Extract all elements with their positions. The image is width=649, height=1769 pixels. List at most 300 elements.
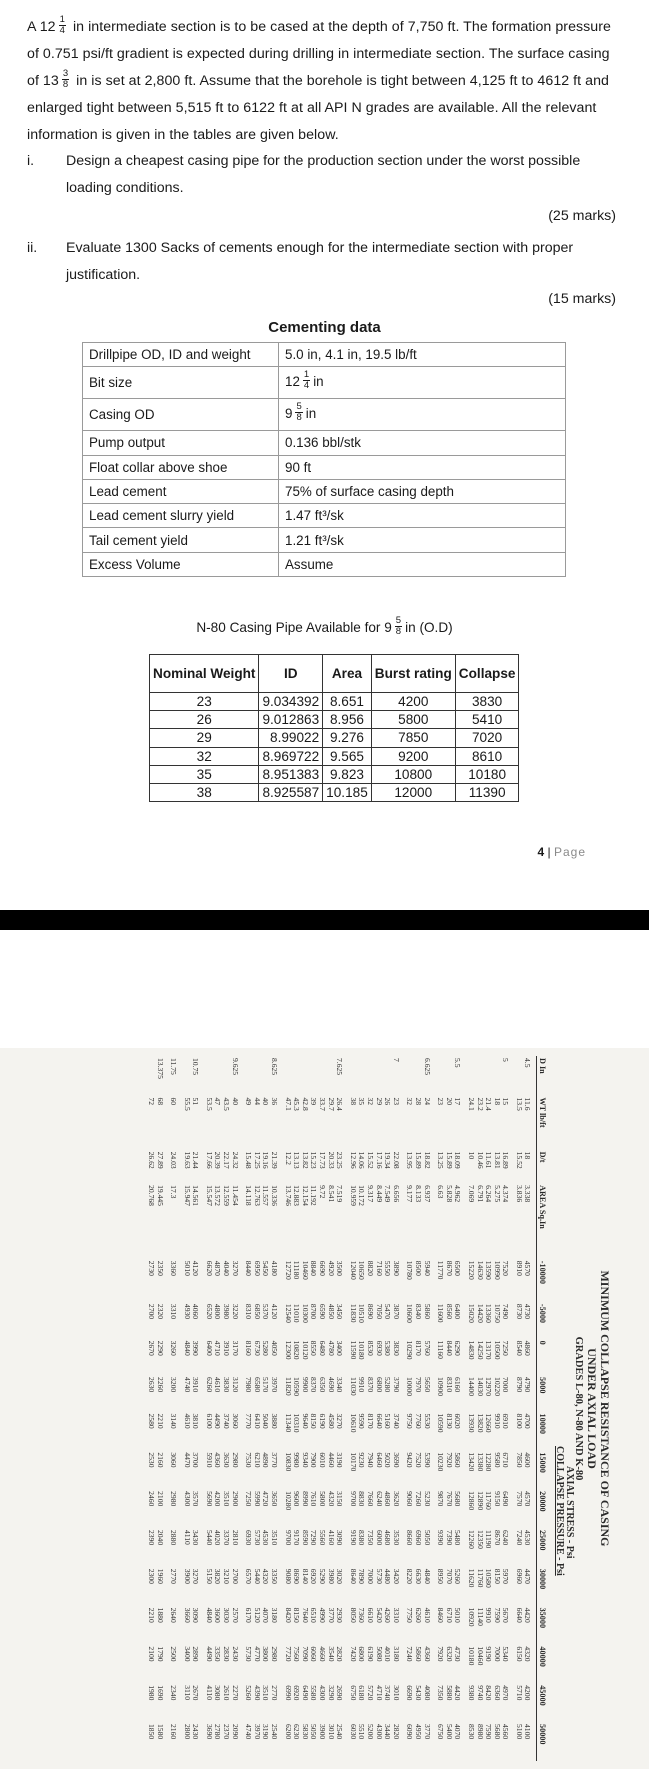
collapse-cell: 26 [383, 1097, 393, 1106]
collapse-cell: 8670 [492, 1529, 502, 1546]
collapse-cell: 7350 [366, 1529, 375, 1546]
collapse-cell: 3740 [383, 1685, 393, 1701]
collapse-cell: 3190 [261, 1724, 271, 1740]
collapse-cell: 9910 [357, 1377, 367, 1393]
collapse-cell: 5860 [453, 1452, 463, 1468]
collapse-cell: 3770 [270, 1452, 280, 1468]
collapse-cell: 4840 [422, 1568, 432, 1584]
collapse-cell: 2530 [146, 1452, 156, 1468]
axial-stress-label: AXIAL STRESS - Psi [564, 1466, 575, 1559]
cementing-row [83, 431, 566, 455]
collapse-cell: 7050 [374, 1303, 384, 1320]
collapse-cell: 3270 [191, 1568, 201, 1584]
collapse-cell: 10920 [466, 1607, 476, 1627]
collapse-cell: 3430 [191, 1529, 201, 1546]
collapse-cell: 8690 [292, 1568, 302, 1584]
collapse-cell: 7530 [244, 1452, 254, 1468]
n80-cell: 23 [150, 693, 259, 711]
collapse-cell: 3260 [169, 1340, 179, 1356]
collapse-cell: 5010 [182, 1260, 192, 1276]
cementing-row [83, 455, 566, 479]
collapse-cell: 4570 [523, 1260, 533, 1276]
collapse-cell: 8700 [309, 1303, 319, 1320]
collapse-od-cell [436, 1056, 445, 1095]
collapse-row [213, 1056, 222, 1761]
cementing-row [83, 479, 566, 503]
collapse-cell: 14.06 [357, 1151, 367, 1169]
collapse-header: D In [537, 1056, 555, 1095]
collapse-cell: 11.454 [230, 1185, 240, 1206]
collapse-od-cell [244, 1056, 253, 1095]
collapse-cell: 10460 [475, 1646, 485, 1666]
collapse-row [155, 1056, 169, 1761]
n80-row [150, 693, 519, 711]
collapse-cell: 17.3 [169, 1185, 179, 1199]
n80-header: Area [323, 655, 372, 693]
collapse-cell: 3420 [391, 1568, 401, 1584]
collapse-cell: 15.89 [413, 1151, 423, 1169]
collapse-cell: 5.828 [444, 1185, 454, 1203]
n80-row [150, 711, 519, 729]
collapse-od-cell: 11.75 [169, 1058, 179, 1075]
collapse-cell: 1690 [155, 1685, 165, 1701]
collapse-cell: 8460 [436, 1607, 446, 1623]
collapse-cell: 7250 [244, 1491, 254, 1507]
collapse-cell: 5170 [261, 1377, 271, 1393]
collapse-cell: 12890 [475, 1491, 485, 1511]
collapse-cell: 4610 [422, 1607, 432, 1623]
collapse-cell: 4390 [252, 1685, 262, 1701]
collapse-cell: 3700 [191, 1452, 201, 1468]
collapse-cell: 3440 [383, 1724, 393, 1740]
collapse-cell: 2800 [182, 1724, 192, 1740]
collapse-cell: 3880 [270, 1413, 280, 1429]
collapse-cell: 11590 [348, 1340, 358, 1360]
collapse-cell: 19.63 [182, 1151, 192, 1169]
collapse-cell: 10610 [348, 1413, 358, 1433]
collapse-cell: 3270 [230, 1260, 240, 1276]
collapse-cell: 6640 [514, 1607, 524, 1623]
collapse-cell: 6350 [318, 1377, 328, 1393]
collapse-cell: 6410 [252, 1413, 262, 1429]
collapse-cell: 6690 [405, 1685, 415, 1701]
collapse-cell: 9080 [283, 1568, 293, 1584]
collapse-cell: 36 [270, 1097, 280, 1106]
collapse-cell: 72 [146, 1097, 156, 1106]
collapse-cell: 2890 [191, 1646, 201, 1662]
collapse-cell: 15220 [466, 1260, 476, 1280]
collapse-header: -10000 [537, 1259, 555, 1302]
collapse-cell: 3.338 [523, 1185, 533, 1203]
collapse-cell: 28 [413, 1097, 423, 1106]
collapse-cell: 2300 [146, 1568, 156, 1584]
collapse-cell: 3020 [335, 1568, 345, 1584]
collapse-cell: 12300 [283, 1340, 293, 1360]
collapse-cell: 7980 [244, 1377, 254, 1393]
collapse-od-cell [222, 1056, 231, 1095]
collapse-cell: 5830 [300, 1724, 310, 1740]
collapse-cell: 7890 [357, 1568, 367, 1584]
collapse-row [413, 1056, 422, 1761]
collapse-cell: 5400 [444, 1724, 454, 1740]
collapse-cell: 6290 [453, 1340, 463, 1356]
collapse-cell: 6000 [374, 1529, 384, 1546]
collapse-cell: 17.66 [204, 1151, 214, 1169]
collapse-od-cell [182, 1056, 191, 1095]
collapse-cell: 7760 [413, 1413, 423, 1429]
collapse-cell: 2670 [191, 1685, 201, 1701]
collapse-cell: 3400 [335, 1340, 345, 1356]
collapse-cell: 2690 [335, 1685, 345, 1701]
collapse-cell: 2430 [230, 1646, 240, 1662]
collapse-cell: 8840 [309, 1260, 319, 1276]
collapse-cell: 4870 [213, 1260, 223, 1276]
collapse-od-cell [466, 1056, 475, 1095]
collapse-cell: 5020 [383, 1452, 393, 1468]
collapse-cell: 13.13 [292, 1151, 302, 1169]
collapse-cell: 8980 [475, 1724, 485, 1740]
collapse-cell: 3060 [230, 1413, 240, 1429]
collapse-cell: 29 [374, 1097, 384, 1106]
collapse-cell: 4710 [213, 1340, 223, 1356]
collapse-cell: 1880 [155, 1607, 165, 1623]
collapse-cell: 12260 [466, 1529, 476, 1549]
collapse-cell: 5450 [261, 1260, 271, 1276]
collapse-cell: 10750 [492, 1303, 502, 1323]
collapse-cell: 1850 [146, 1724, 156, 1740]
collapse-cell: 14.561 [191, 1185, 201, 1206]
collapse-cell: 16.89 [501, 1151, 511, 1169]
cementing-value: 0.136 bbl/stk [279, 431, 566, 455]
collapse-cell: 4470 [182, 1452, 192, 1468]
collapse-cell: 2580 [146, 1413, 156, 1429]
collapse-cell: 6190 [318, 1413, 328, 1429]
collapse-cell: 11600 [436, 1303, 446, 1323]
collapse-od-cell [492, 1056, 501, 1095]
collapse-cell: 12860 [466, 1491, 476, 1511]
collapse-cell: 9340 [300, 1452, 310, 1468]
n80-cell: 8.951383 [259, 765, 323, 783]
collapse-cell: 5290 [318, 1568, 328, 1584]
collapse-cell: 11030 [348, 1377, 358, 1396]
collapse-cell: 3340 [335, 1377, 345, 1393]
collapse-cell: 7590 [484, 1724, 494, 1740]
n80-title: N-80 Casing Pipe Available for 9 $\frac{5}{8}$ in (O.D) [196, 615, 453, 637]
collapse-od-cell [357, 1056, 366, 1095]
collapse-cell: 4740 [244, 1724, 254, 1740]
collapse-cell: 3870 [391, 1303, 401, 1320]
collapse-cell: 8990 [300, 1491, 310, 1507]
n80-row [150, 783, 519, 801]
collapse-row [252, 1056, 261, 1761]
collapse-cell: 4610 [182, 1413, 192, 1429]
collapse-cell: 9060 [405, 1491, 415, 1507]
collapse-row [300, 1056, 309, 1761]
collapse-cell: 68 [155, 1097, 165, 1106]
collapse-cell: 5800 [318, 1491, 328, 1507]
collapse-cell: 14630 [475, 1260, 485, 1280]
collapse-cell: 4480 [383, 1568, 393, 1584]
n80-cell: 35 [150, 765, 259, 783]
collapse-cell: 4360 [422, 1646, 432, 1662]
collapse-cell: 7590 [492, 1607, 502, 1623]
collapse-cell: 9230 [357, 1452, 367, 1468]
collapse-cell: 10120 [300, 1340, 310, 1360]
collapse-cell: 4460 [326, 1452, 336, 1468]
collapse-od-cell: 10.75 [191, 1058, 201, 1076]
collapse-cell: 4580 [326, 1413, 336, 1429]
collapse-cell: 4530 [523, 1529, 533, 1546]
collapse-cell: 12280 [484, 1452, 494, 1472]
collapse-cell: 5370 [261, 1303, 271, 1320]
collapse-od-cell [213, 1056, 222, 1095]
collapse-cell: 3810 [191, 1413, 201, 1429]
collapse-cell: 5560 [318, 1529, 328, 1546]
collapse-cell: 2770 [270, 1685, 280, 1701]
collapse-row [146, 1056, 155, 1761]
collapse-cell: 4120 [270, 1303, 280, 1320]
collapse-cell: 3620 [391, 1491, 401, 1507]
collapse-cell: 4120 [191, 1260, 201, 1276]
collapse-cell: 2260 [155, 1377, 165, 1393]
collapse-cell: 26.4 [335, 1097, 345, 1111]
collapse-cell: 4950 [413, 1724, 423, 1740]
collapse-row [484, 1056, 493, 1761]
collapse-cell: 3600 [213, 1607, 223, 1623]
collapse-cell: 9700 [348, 1491, 358, 1507]
collapse-cell: 20.768 [146, 1185, 156, 1206]
collapse-cell: 7920 [444, 1452, 454, 1468]
collapse-cell: 5860 [413, 1646, 423, 1662]
cementing-value: Assume [279, 552, 566, 576]
collapse-cell: 2100 [155, 1491, 165, 1507]
collapse-cell: 5720 [366, 1685, 375, 1701]
collapse-cell: 4840 [182, 1340, 192, 1356]
collapse-cell: 12350 [475, 1529, 485, 1549]
collapse-cell: 4110 [182, 1529, 192, 1545]
collapse-row [244, 1056, 253, 1761]
collapse-row [391, 1056, 405, 1761]
collapse-cell: 4780 [326, 1340, 336, 1356]
collapse-cell: 8440 [444, 1340, 454, 1356]
collapse-cell: 8660 [405, 1529, 415, 1546]
collapse-cell: 10300 [300, 1303, 310, 1323]
collapse-cell: 7240 [514, 1529, 524, 1546]
rotated-collapse-table [29, 1056, 611, 1761]
collapse-od-cell [484, 1056, 493, 1095]
collapse-cell: 4690 [326, 1377, 336, 1393]
collapse-cell: 6500 [453, 1260, 463, 1276]
collapse-cell: 10600 [405, 1303, 415, 1323]
collapse-cell: 4040 [222, 1260, 232, 1276]
collapse-cell: 6240 [374, 1491, 384, 1507]
collapse-cell: 5050 [422, 1529, 432, 1546]
collapse-cell: 47 [213, 1097, 223, 1106]
collapse-cell: 22.08 [391, 1151, 401, 1169]
collapse-cell: 9910 [492, 1413, 502, 1429]
collapse-cell: 11820 [283, 1377, 293, 1396]
cementing-value: 1.21 ft³/sk [279, 528, 566, 552]
collapse-cell: 13.95 [405, 1151, 415, 1169]
collapse-cell: 9640 [300, 1413, 310, 1429]
collapse-cell: 6200 [283, 1724, 293, 1740]
collapse-pressure-label: COLLAPSE PRESSURE - Psi [554, 1446, 565, 1576]
collapse-cell: 6930 [374, 1340, 384, 1356]
cementing-label: Tail cement yield [83, 528, 279, 552]
collapse-cell: 5200 [366, 1724, 375, 1740]
problem-intro: A 12 $\frac{1}{4}$ in intermediate section is to be cased at the depth of 7,750 ft. The formation pressure of 0.751 psi/ft gradient is expected during drilling in intermediate section. The surface casing of 13 $\frac{3}{8}$ in is set at 2,800 ft. Assume that the borehole is tight between 4,125 ft to 4612 ft and enlarged tight between 5,515 ft to 6122 ft at all API N grades are available. All the relevant information is given in the tables are given below. [27, 13, 611, 143]
collapse-cell: 7350 [436, 1685, 446, 1701]
collapse-cell: 10000 [405, 1377, 415, 1397]
collapse-cell: 9980 [292, 1452, 302, 1468]
collapse-cell: 6150 [514, 1646, 524, 1662]
collapse-cell: 6.937 [422, 1185, 432, 1203]
collapse-cell: 4890 [261, 1452, 271, 1468]
fraction: $\frac{1}{4}$ [59, 13, 65, 36]
collapse-cell: 8790 [514, 1377, 524, 1393]
collapse-cell: 10180 [357, 1340, 367, 1360]
collapse-cell: 8420 [283, 1607, 293, 1623]
collapse-cell: 9190 [484, 1646, 494, 1662]
collapse-cell: 5100 [514, 1724, 524, 1740]
collapse-cell: 2540 [270, 1724, 280, 1740]
collapse-cell: 13.746 [283, 1185, 293, 1206]
collapse-cell: 15020 [466, 1303, 476, 1323]
collapse-row [348, 1056, 357, 1761]
collapse-cell: 5480 [453, 1529, 463, 1546]
collapse-cell: 3650 [270, 1491, 280, 1507]
collapse-cell: 3790 [391, 1377, 401, 1393]
collapse-cell: 7670 [444, 1491, 454, 1507]
n80-header: ID [259, 655, 323, 693]
collapse-cell: 3510 [270, 1529, 280, 1546]
collapse-header: 15000 [537, 1450, 555, 1489]
collapse-cell: 4730 [453, 1646, 463, 1662]
collapse-cell: 3120 [230, 1377, 240, 1393]
collapse-cell: 21.4 [484, 1097, 494, 1111]
collapse-cell: 4320 [523, 1646, 533, 1662]
collapse-cell: 5260 [453, 1568, 463, 1584]
collapse-cell: 5430 [413, 1685, 423, 1701]
collapse-cell: 6010 [318, 1452, 328, 1468]
collapse-cell: 2780 [213, 1724, 223, 1740]
collapse-cell: 2540 [335, 1724, 345, 1740]
collapse-cell: 10220 [492, 1377, 502, 1397]
collapse-cell: 6170 [244, 1607, 254, 1623]
collapse-cell: 12660 [484, 1413, 494, 1433]
collapse-cell: 6240 [501, 1529, 511, 1546]
collapse-cell: 8310 [244, 1303, 254, 1320]
collapse-header: 20000 [537, 1489, 555, 1528]
collapse-cell: 6160 [453, 1377, 463, 1393]
collapse-cell: 14250 [475, 1340, 485, 1360]
collapse-cell: 6730 [252, 1340, 262, 1356]
collapse-header: -5000 [537, 1302, 555, 1339]
collapse-cell: 4920 [326, 1260, 336, 1276]
collapse-title-2: UNDER AXIAL LOAD [585, 1348, 599, 1469]
collapse-cell: 10900 [436, 1377, 446, 1397]
question-1-text: Design a cheapest casing pipe for the production section under the worst possible loading conditions. [66, 153, 581, 196]
collapse-row [514, 1056, 523, 1761]
n80-cell: 32 [150, 747, 259, 765]
collapse-cell: 2210 [146, 1607, 156, 1623]
collapse-cell: 8140 [300, 1568, 310, 1584]
cementing-title: Cementing data [268, 319, 381, 336]
question-1 [27, 148, 621, 202]
n80-cell: 5410 [455, 711, 519, 729]
collapse-cell: 3180 [270, 1607, 280, 1623]
collapse-cell: 6360 [492, 1685, 502, 1701]
collapse-cell: 15.48 [244, 1151, 254, 1169]
collapse-cell: 2730 [146, 1260, 156, 1276]
collapse-cell: 6710 [444, 1607, 454, 1623]
collapse-cell: 4110 [204, 1685, 214, 1701]
collapse-cell: 4050 [270, 1340, 280, 1356]
collapse-cell: 7.069 [466, 1185, 476, 1203]
collapse-cell: 20.33 [326, 1151, 336, 1169]
collapse-row [365, 1056, 374, 1761]
collapse-cell: 24.1 [466, 1097, 476, 1111]
collapse-cell: 6060 [309, 1646, 319, 1662]
collapse-cell: 11.6 [523, 1097, 533, 1111]
collapse-cell: 2210 [155, 1413, 165, 1429]
collapse-cell: 2430 [191, 1724, 201, 1740]
collapse-cell: 6.264 [484, 1185, 494, 1203]
collapse-cell: 3220 [230, 1303, 240, 1320]
collapse-cell: 8820 [366, 1260, 375, 1276]
collapse-cell: 5910 [204, 1452, 214, 1468]
n80-cell: 8610 [455, 747, 519, 765]
collapse-od-cell: 5 [501, 1058, 511, 1062]
collapse-cell: 10990 [492, 1260, 502, 1280]
collapse-cell: 5940 [422, 1260, 432, 1276]
collapse-cell: 3210 [222, 1568, 232, 1584]
collapse-cell: 29.7 [326, 1097, 336, 1111]
collapse-cell: 2820 [335, 1646, 345, 1662]
collapse-cell: 11010 [292, 1303, 302, 1323]
cementing-value: 12 $\frac{1}{4}$ in [279, 367, 566, 399]
collapse-cell: 13.81 [492, 1151, 502, 1169]
collapse-cell: 4800 [213, 1303, 223, 1320]
collapse-od-cell: 9.625 [230, 1058, 240, 1076]
collapse-cell: 8340 [413, 1303, 423, 1320]
collapse-cell: 2100 [146, 1646, 156, 1662]
collapse-row [222, 1056, 231, 1761]
collapse-cell: 5530 [422, 1413, 432, 1429]
collapse-cell: 3910 [191, 1377, 201, 1393]
n80-cell: 8.99022 [259, 729, 323, 747]
collapse-cell: 4.374 [501, 1185, 511, 1203]
collapse-cell: 3830 [222, 1377, 232, 1393]
n80-cell: 10800 [371, 765, 455, 783]
collapse-cell: 3830 [391, 1340, 401, 1356]
n80-cell: 26 [150, 711, 259, 729]
collapse-cell: 6750 [436, 1724, 446, 1740]
collapse-cell: 4470 [523, 1568, 533, 1584]
collapse-header: 10000 [537, 1412, 555, 1451]
collapse-cell: 6100 [204, 1413, 214, 1429]
collapse-cell: 6510 [309, 1607, 319, 1623]
collapse-od-cell [383, 1056, 392, 1095]
collapse-od-cell [309, 1056, 318, 1095]
cementing-label: Drillpipe OD, ID and weight [83, 343, 279, 367]
cementing-value: 9 $\frac{5}{8}$ in [279, 399, 566, 431]
collapse-od-cell [317, 1056, 326, 1095]
collapse-cell: 8910 [514, 1260, 524, 1276]
collapse-cell: 6910 [501, 1413, 511, 1429]
collapse-cell: 9900 [300, 1377, 310, 1393]
collapse-cell: 6640 [374, 1413, 384, 1429]
